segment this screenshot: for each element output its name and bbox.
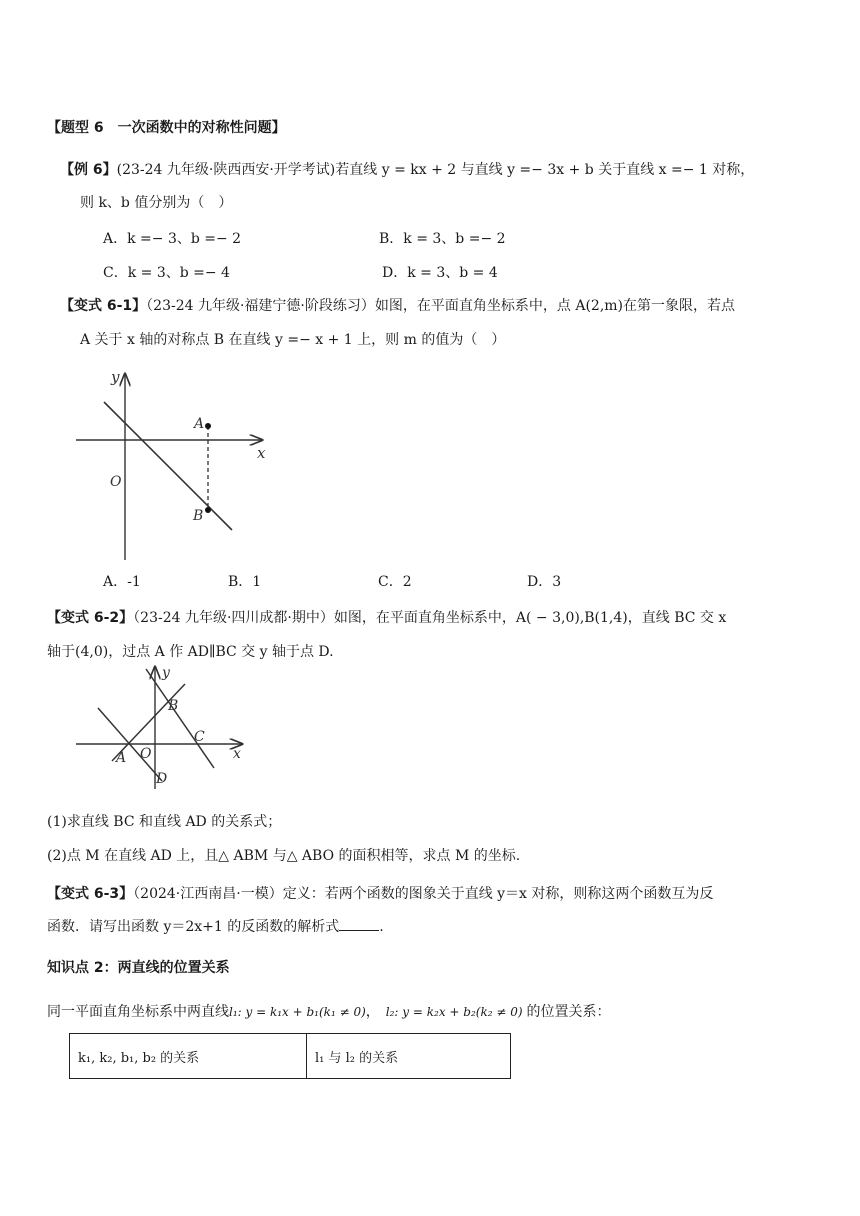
point-b-label: B: [168, 698, 179, 714]
knowledge-2-title: 知识点 2：两直线的位置关系: [47, 960, 230, 976]
variant-6-1-tag: 【变式 6-1】: [60, 298, 147, 314]
point-b: [205, 507, 211, 513]
point-a-label: A: [116, 750, 127, 766]
variant-6-2-figure: [70, 661, 255, 791]
table-header-2: l₁ 与 l₂ 的关系: [315, 1050, 399, 1066]
variant-6-1-line-2: A 关于 x 轴的对称点 B 在直线 y =− x + 1 上，则 m 的值为（ ）: [80, 332, 506, 348]
variant-6-2-question-2: (2)点 M 在直线 AD 上，且△ ABM 与△ ABO 的面积相等，求点 M 的坐标.: [47, 848, 521, 864]
origin-label: O: [110, 474, 122, 490]
variant-6-3-source: （2024·江西南昌·一模）: [133, 886, 283, 902]
variant-6-1-option-c: C．2: [378, 574, 412, 590]
table-header-1: k₁, k₂, b₁, b₂ 的关系: [78, 1050, 200, 1066]
variant-6-2-line-2: 轴于(4,0)，过点 A 作 AD∥BC 交 y 轴于点 D.: [47, 644, 334, 660]
relation-table: [69, 1033, 511, 1079]
separator: ，: [365, 1004, 380, 1020]
x-axis-label: x: [257, 444, 266, 462]
variant-6-3-period: .: [379, 919, 384, 935]
variant-6-3-text-2: 函数．请写出函数 y＝2x+1 的反函数的解析式: [47, 919, 340, 935]
example-6-line-1: [60, 159, 754, 179]
variant-6-2-text-1: 如图，在平面直角坐标系中，A( − 3,0),B(1,4)，直线 BC 交 x: [333, 610, 727, 626]
variant-6-3-text-1: 定义：若两个函数的图象关于直线 y＝x 对称，则称这两个函数互为反: [282, 886, 714, 902]
x-axis-label: x: [233, 746, 241, 762]
outro-text: 的位置关系：: [526, 1004, 611, 1020]
example-6-tag: 【例 6】: [60, 162, 117, 178]
example-6-option-c: C．k = 3、b =− 4: [103, 265, 230, 281]
example-6-option-b: B．k = 3、b =− 2: [379, 231, 506, 247]
variant-6-2-source: （23-24 九年级·四川成都·期中）: [133, 610, 334, 626]
line-l2-formula: l₂: y = k₂x + b₂(k₂ ≠ 0): [385, 1005, 523, 1019]
variant-6-2-question-1: (1)求直线 BC 和直线 AD 的关系式；: [47, 814, 282, 830]
intro-text: 同一平面直角坐标系中两直线: [47, 1004, 229, 1020]
variant-6-1-option-d: D．3: [527, 574, 562, 590]
point-a: [205, 423, 211, 429]
example-6-line-2: 则 k、b 值分别为（ ）: [80, 195, 233, 211]
variant-6-1-source: （23-24 九年级·福建宁德·阶段练习）: [146, 298, 375, 314]
variant-6-3-line-2: [47, 916, 384, 936]
variant-6-1-option-b: B．1: [228, 574, 262, 590]
answer-blank: [339, 916, 379, 931]
point-a-label: A: [194, 416, 205, 432]
example-6-source: (23-24 九年级·陕西西安·开学考试): [116, 162, 336, 178]
variant-6-1-figure: [70, 362, 270, 567]
variant-6-2-tag: 【变式 6-2】: [47, 610, 134, 626]
y-axis-label: y: [162, 665, 170, 681]
table-header-cell-2: [307, 1034, 511, 1079]
point-c-label: C: [194, 729, 205, 745]
variant-6-1-line-1: [60, 295, 735, 315]
line-l1-formula: l₁: y = k₁x + b₁(k₁ ≠ 0): [229, 1005, 366, 1019]
variant-6-1-text-1: 如图，在平面直角坐标系中，点 A(2,m)在第一象限，若点: [374, 298, 736, 314]
variant-6-3-line-1: [47, 883, 713, 903]
line-y-eq-neg-x-plus-1: [104, 402, 232, 530]
line-bc: [146, 669, 214, 768]
example-6-text-1: 若直线 y = kx + 2 与直线 y =− 3x + b 关于直线 x =− 1 对称，: [335, 162, 755, 178]
example-6-option-a: A．k =− 3、b =− 2: [103, 231, 242, 247]
variant-6-1-option-a: A．-1: [103, 574, 141, 590]
table-row: [70, 1034, 511, 1079]
y-axis-label: y: [111, 368, 120, 386]
section-title: 【题型 6 一次函数中的对称性问题】: [47, 120, 286, 136]
origin-label: O: [140, 746, 152, 762]
knowledge-2-intro: [47, 1001, 611, 1021]
point-b-label: B: [193, 508, 204, 524]
example-6-option-d: D．k = 3、b = 4: [382, 265, 498, 281]
table-header-cell-1: [70, 1034, 307, 1079]
point-d-label: D: [156, 771, 168, 787]
variant-6-3-tag: 【变式 6-3】: [47, 886, 134, 902]
variant-6-2-line-1: [47, 607, 726, 627]
